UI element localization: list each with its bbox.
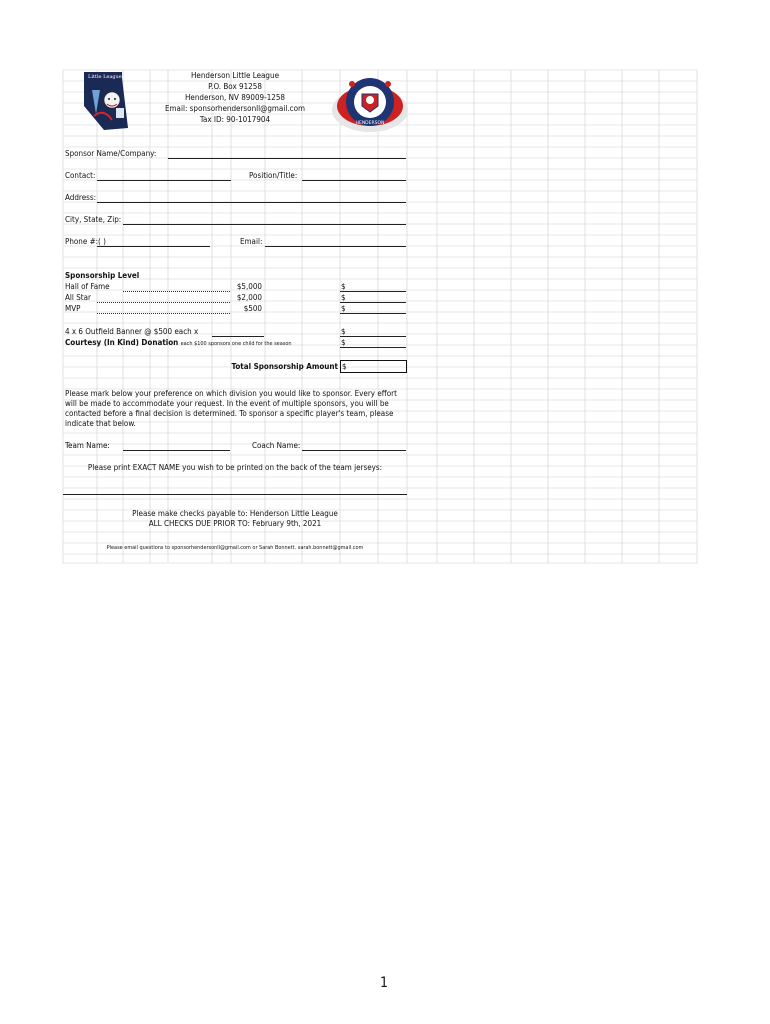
checks-payable: Please make checks payable to: Henderson Little League bbox=[132, 509, 338, 518]
level-dollar: $ bbox=[341, 304, 346, 313]
address-field[interactable] bbox=[97, 202, 406, 203]
contact-label: Contact: bbox=[65, 171, 96, 180]
level-hall-of-fame: Hall of Fame bbox=[65, 282, 110, 291]
preference-line-3: contacted before a final decision is determined. To sponsor a specific player's team, please bbox=[65, 409, 394, 418]
print-exact-name-instruction: Please print EXACT NAME you wish to be printed on the back of the team jerseys: bbox=[87, 463, 383, 472]
questions-contact: Please email questions to sponsorhendersonll@gmail.com or Sarah Bonnett. sarah.bonnett@gmail.com bbox=[106, 545, 364, 551]
total-dollar: $ bbox=[342, 362, 347, 371]
courtesy-bold-text: Courtesy (In Kind) Donation bbox=[65, 338, 179, 347]
banner-quantity-field[interactable] bbox=[212, 336, 264, 337]
coach-name-field[interactable] bbox=[302, 450, 406, 451]
team-name-label: Team Name: bbox=[65, 441, 110, 450]
little-league-logo bbox=[82, 72, 130, 136]
tax-id: Tax ID: 90-1017904 bbox=[199, 115, 271, 124]
courtesy-dollar: $ bbox=[341, 338, 346, 347]
preference-line-2: will be made to accommodate your request. In the event of multiple sponsors, you will be bbox=[65, 399, 389, 408]
sponsor-name-label: Sponsor Name/Company: bbox=[65, 149, 157, 158]
phone-area-code: ( ) bbox=[98, 237, 106, 246]
banner-dollar: $ bbox=[341, 327, 346, 336]
city-state-zip-label: City, State, Zip: bbox=[65, 215, 122, 224]
sponsor-name-field[interactable] bbox=[168, 158, 406, 159]
address-label: Address: bbox=[65, 193, 97, 202]
level-amount: $2,000 bbox=[236, 293, 262, 302]
henderson-badge-logo bbox=[330, 72, 410, 138]
level-amount: $500 bbox=[243, 304, 262, 313]
coach-name-label: Coach Name: bbox=[252, 441, 301, 450]
sponsorship-level-heading: Sponsorship Level bbox=[65, 271, 140, 280]
banner-label: 4 x 6 Outfield Banner @ $500 each x bbox=[65, 327, 199, 336]
all-star-amount-field[interactable] bbox=[340, 302, 406, 303]
city-line: Henderson, NV 89009-1258 bbox=[184, 93, 286, 102]
level-dollar: $ bbox=[341, 293, 346, 302]
phone-field[interactable] bbox=[97, 246, 210, 247]
org-name: Henderson Little League bbox=[191, 71, 279, 80]
level-all-star: All Star bbox=[65, 293, 91, 302]
courtesy-amount-field[interactable] bbox=[340, 347, 406, 348]
badge-text: HENDERSON bbox=[355, 121, 385, 126]
level-amount: $5,000 bbox=[236, 282, 262, 291]
total-sponsorship-field[interactable] bbox=[340, 360, 407, 373]
page-number: 1 bbox=[380, 975, 389, 991]
email-field[interactable] bbox=[265, 246, 406, 247]
city-state-zip-field[interactable] bbox=[123, 224, 406, 225]
level-dotted-line bbox=[97, 313, 230, 314]
position-field[interactable] bbox=[302, 180, 406, 181]
team-name-field[interactable] bbox=[123, 450, 230, 451]
preference-line-1: Please mark below your preference on which division you would like to sponsor. Every effort bbox=[65, 389, 397, 398]
total-sponsorship-label: Total Sponsorship Amount bbox=[231, 362, 338, 371]
mvp-amount-field[interactable] bbox=[340, 313, 406, 314]
preference-line-4: indicate that below. bbox=[65, 419, 136, 428]
level-dotted-line bbox=[123, 291, 230, 292]
email-label: Email: bbox=[240, 237, 263, 246]
jersey-name-field[interactable] bbox=[63, 494, 407, 495]
courtesy-note: each $100 sponsors one child for the season bbox=[180, 341, 292, 347]
level-mvp: MVP bbox=[65, 304, 81, 313]
courtesy-label bbox=[65, 338, 292, 349]
level-dollar: $ bbox=[341, 282, 346, 291]
level-dotted-line bbox=[97, 302, 230, 303]
phone-label: Phone #: bbox=[65, 237, 99, 246]
contact-field[interactable] bbox=[97, 180, 231, 181]
banner-amount-field[interactable] bbox=[340, 336, 406, 337]
checks-due-date: ALL CHECKS DUE PRIOR TO: February 9th, 2021 bbox=[148, 519, 322, 528]
po-box: P.O. Box 91258 bbox=[208, 82, 262, 91]
logo-text: Little League bbox=[88, 74, 122, 80]
position-label: Position/Title: bbox=[249, 171, 298, 180]
hall-of-fame-amount-field[interactable] bbox=[340, 291, 406, 292]
header-email: Email: sponsorhendersonll@gmail.com bbox=[164, 104, 305, 113]
